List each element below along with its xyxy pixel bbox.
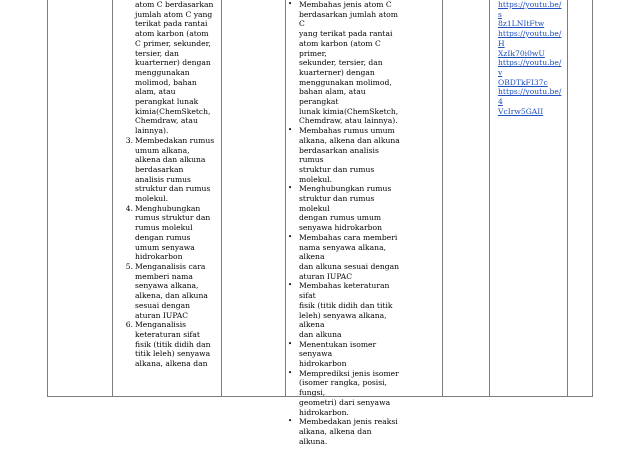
objective-line: senyawa alkana,: [135, 281, 199, 291]
activity-line: Membahas keteraturan sifat: [299, 281, 390, 301]
bullet-icon: •: [288, 184, 293, 193]
youtube-link[interactable]: 8z1LNItFtw: [498, 19, 545, 29]
youtube-link[interactable]: OBDTkFI37c: [498, 77, 548, 87]
activities-cell: [286, 0, 402, 446]
activity-item: [286, 369, 402, 418]
bullet-icon: •: [288, 232, 293, 241]
objective-line: rumus struktur dan: [135, 213, 211, 223]
objective-line: alam, atau: [135, 87, 176, 97]
bullet-icon: •: [288, 417, 293, 426]
objective-line: alkana, alkena dan: [135, 359, 208, 369]
activity-item: [286, 417, 402, 446]
objective-line: kimia(ChemSketch,: [135, 106, 211, 116]
objective-line: Menghubungkan: [135, 203, 201, 213]
objective-line: fisik (titik didih dan: [135, 339, 211, 349]
column-divider: [442, 0, 443, 396]
activity-line: hidrokarbon: [299, 359, 347, 369]
bullet-icon: •: [288, 281, 293, 290]
objective-line: memberi nama: [135, 271, 193, 281]
objective-line: umum alkana,: [135, 145, 190, 155]
youtube-link[interactable]: https://youtu.be/s: [498, 0, 562, 19]
objective-line: tersier, dan: [135, 48, 179, 58]
activity-line: Memprediksi jenis isomer: [299, 368, 399, 378]
links-cell: [498, 0, 564, 116]
column-divider: [489, 0, 490, 396]
activity-line: sekunder, tersier, dan: [299, 58, 383, 68]
activity-line: dan alkuna sesuai dengan: [299, 261, 400, 271]
activity-line: struktur dan rumus molekul: [299, 194, 375, 213]
activity-line: Membedakan jenis reaksi: [299, 417, 398, 427]
youtube-link[interactable]: https://youtu.be/4: [498, 87, 562, 107]
youtube-link[interactable]: https://youtu.be/v: [498, 58, 562, 77]
objective-item: [114, 320, 218, 369]
objective-line: molimod, bahan: [135, 77, 197, 87]
column-divider: [567, 0, 568, 396]
objective-line: umum senyawa: [135, 242, 195, 252]
activity-line: alkana, alkena dan alkuna.: [299, 426, 372, 446]
bullet-icon: •: [288, 126, 293, 135]
activity-item: [286, 281, 402, 339]
activity-item: [286, 340, 402, 369]
objective-line: lainnya).: [135, 126, 169, 136]
column-divider: [221, 0, 222, 396]
objective-item: [114, 204, 218, 262]
activity-line: Membahas rumus umum: [299, 126, 395, 136]
activity-line: (isomer rangka, posisi, fungsi,: [299, 378, 387, 398]
list-number: 4.: [125, 203, 133, 213]
objective-line: Membedakan rumus: [135, 135, 215, 145]
activity-line: dan alkuna: [299, 329, 342, 339]
activity-line: leleh) senyawa alkana, alkena: [299, 310, 387, 330]
activity-line: nama senyawa alkana, alkena: [299, 242, 387, 262]
objective-line: analisis rumus: [135, 174, 191, 184]
activity-item: [286, 126, 402, 184]
objective-line: Menganalisis: [135, 320, 187, 330]
activity-line: berdasarkan analisis rumus: [299, 145, 379, 165]
activity-line: berdasarkan jumlah atom C: [299, 9, 398, 29]
objective-line: keteraturan sifat: [135, 329, 200, 339]
objective-line: berdasarkan: [135, 164, 184, 174]
objective-line: terikat pada rantai: [135, 19, 208, 29]
objective-line: alkena dan alkuna: [135, 155, 206, 165]
objective-line: dengan rumus: [135, 232, 191, 242]
activity-line: struktur dan rumus molekul.: [299, 164, 375, 184]
activity-item: [286, 233, 402, 282]
objective-line: perangkat lunak: [135, 97, 199, 107]
activity-line: hidrokarbon.: [299, 407, 349, 417]
bullet-icon: •: [288, 339, 293, 348]
youtube-link[interactable]: https://youtu.be/H: [498, 29, 562, 48]
list-number: 5.: [125, 261, 133, 271]
objective-line: titik leleh) senyawa: [135, 349, 211, 359]
objective-line: menggunakan: [135, 67, 190, 77]
youtube-link[interactable]: XzIk70i0wU: [498, 48, 545, 58]
activity-line: dengan rumus umum: [299, 213, 382, 223]
objective-item-2-continued: [114, 0, 218, 136]
objective-line: aturan IUPAC: [135, 310, 189, 320]
objective-line: atom karbon (atom: [135, 29, 209, 39]
objective-line: molekul.: [135, 194, 169, 204]
activity-item: [286, 0, 402, 126]
activity-line: Menentukan isomer senyawa: [299, 339, 377, 359]
activity-line: aturan IUPAC: [299, 271, 353, 281]
activity-line: bahan alam, atau perangkat: [299, 87, 366, 107]
objectives-list: [114, 0, 218, 369]
activity-item: [286, 184, 402, 233]
column-divider: [112, 0, 113, 396]
youtube-link[interactable]: VcIrw5GAII: [498, 106, 544, 116]
activity-line: geometri) dari senyawa: [299, 397, 391, 407]
activity-line: Chemdraw, atau lainnya).: [299, 116, 398, 126]
activity-line: senyawa hidrokarbon: [299, 223, 383, 233]
activity-line: atom karbon (atom C primer,: [299, 38, 381, 58]
objective-line: alkena, dan alkuna: [135, 291, 208, 301]
objective-line: hidrokarbon: [135, 252, 183, 262]
activity-line: Membahas cara memberi: [299, 232, 398, 242]
bullet-icon: •: [288, 368, 293, 377]
objective-line: struktur dan rumus: [135, 184, 211, 194]
activity-line: Menghubungkan rumus: [299, 184, 392, 194]
objective-item: [114, 262, 218, 320]
objective-line: Menganalisis cara: [135, 261, 206, 271]
activity-line: kuarterner) dengan: [299, 67, 375, 77]
bullet-icon: •: [288, 0, 293, 8]
list-number: 3.: [125, 135, 133, 145]
activity-line: lunak kimia(ChemSketch,: [299, 106, 399, 116]
objective-line: jumlah atom C yang: [135, 9, 213, 19]
activity-line: yang terikat pada rantai: [299, 29, 393, 39]
objective-item: [114, 136, 218, 204]
objective-line: Chemdraw, atau: [135, 116, 198, 126]
activity-line: alkana, alkena dan alkuna: [299, 135, 400, 145]
activity-line: menggunakan molimod,: [299, 77, 392, 87]
objective-line: kuarterner) dengan: [135, 58, 211, 68]
activity-line: fisik (titik didih dan titik: [299, 300, 393, 310]
objective-line: atom C berdasarkan: [135, 0, 214, 9]
objective-line: C primer, sekunder,: [135, 38, 211, 48]
objective-line: sesuai dengan: [135, 300, 191, 310]
objectives-cell: [114, 0, 218, 369]
activity-line: Membahas jenis atom C: [299, 0, 392, 9]
objective-line: rumus molekul: [135, 223, 193, 233]
activities-list: [286, 0, 402, 446]
list-number: 6.: [125, 320, 133, 330]
